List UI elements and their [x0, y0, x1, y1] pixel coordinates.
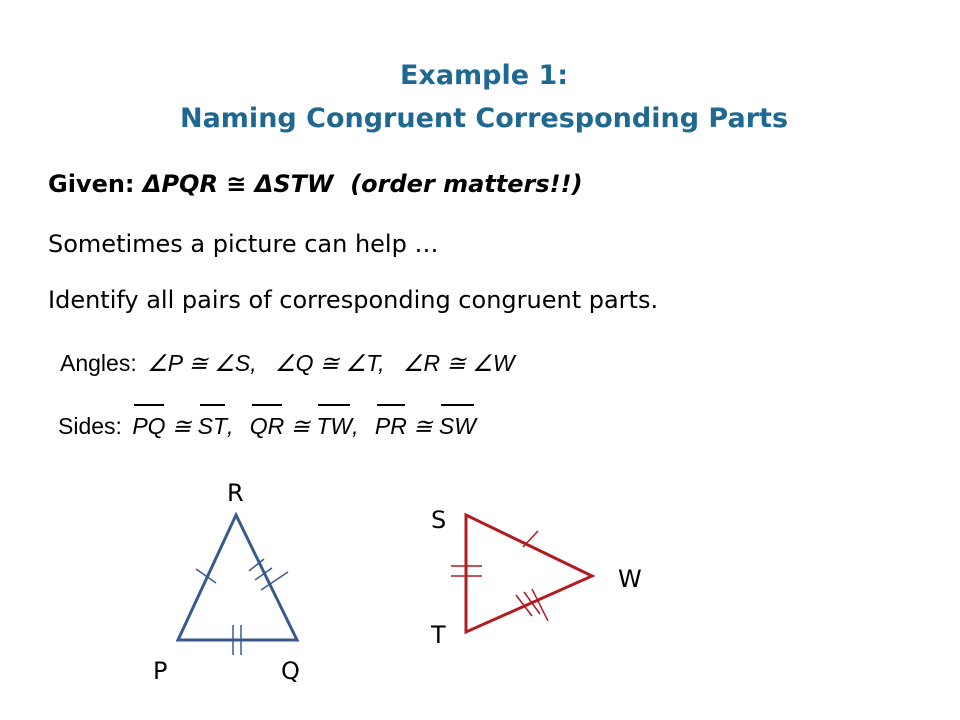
- title-line-1: Example 1:: [399, 60, 569, 91]
- triangle-stw-outline: [466, 515, 592, 632]
- given-prefix: Given:: [48, 170, 143, 198]
- angle-pair-3: ∠R ≅ ∠W: [402, 350, 515, 376]
- tick-tw-2: [524, 592, 540, 614]
- label-r: R: [227, 479, 244, 507]
- separator-2: ,: [352, 413, 359, 439]
- given-note: (order matters!!): [350, 170, 583, 198]
- triangle-pqr: [178, 515, 297, 655]
- congruent-symbol-2: ≅: [290, 413, 310, 439]
- label-t: T: [431, 621, 446, 649]
- sides-label: Sides:: [58, 413, 122, 439]
- instruction-text: Identify all pairs of corresponding congruent parts.: [48, 286, 659, 314]
- side-tw: TW: [316, 413, 353, 439]
- side-pr: PR: [374, 413, 407, 439]
- title-line-2: Naming Congruent Corresponding Parts: [179, 103, 789, 134]
- side-qr: QR: [249, 413, 285, 439]
- side-st: ST: [197, 413, 228, 439]
- tick-tw-1: [516, 595, 532, 616]
- side-pq: PQ: [132, 413, 166, 439]
- triangle-stw: [451, 515, 592, 632]
- congruent-symbol-1: ≅: [171, 413, 192, 439]
- label-s: S: [431, 506, 447, 534]
- angle-pair-2: ∠Q ≅ ∠T,: [275, 350, 385, 376]
- side-sw: SW: [438, 413, 476, 439]
- congruent-symbol-3: ≅: [413, 413, 433, 439]
- angle-pair-1: ∠P ≅ ∠S,: [147, 350, 257, 376]
- angles-label: Angles:: [60, 350, 137, 376]
- label-q: Q: [281, 657, 300, 685]
- label-w: W: [618, 565, 642, 593]
- given-congruence: ΔPQR ≅ ΔSTW: [142, 170, 334, 198]
- hint-text: Sometimes a picture can help …: [48, 230, 439, 258]
- tick-tw-3: [532, 589, 548, 621]
- separator-1: ,: [227, 413, 234, 439]
- label-p: P: [153, 657, 168, 685]
